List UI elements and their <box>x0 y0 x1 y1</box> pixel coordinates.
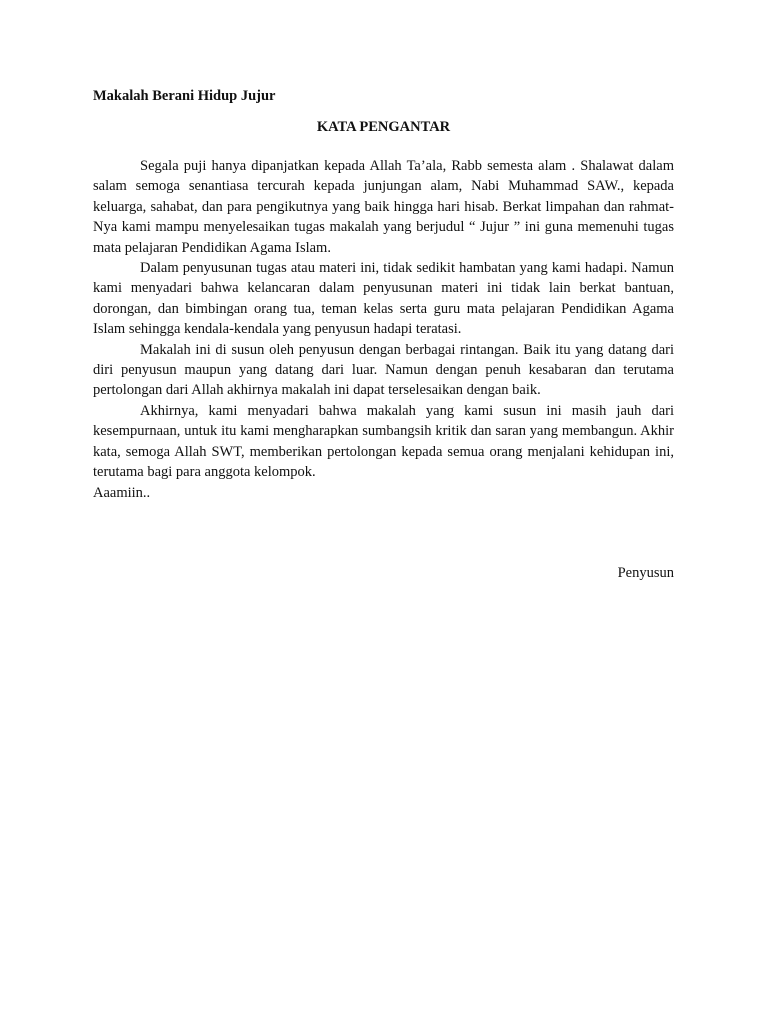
document-page <box>93 86 674 583</box>
document-title: Makalah Berani Hidup Jujur <box>93 88 276 104</box>
paragraph-4: Akhirnya, kami menyadari bahwa makalah yang kami susun ini masih jauh dari kesempurnaan, untuk itu kami mengharapkan sumbangsih kritik dan saran yang membangun. Akhir kata, semoga Allah SWT, memberikan pertolongan kepada semua orang menjalani kehidupan ini, terutama bagi para anggota kelompok. <box>93 402 674 481</box>
signature: Penyusun <box>617 564 674 581</box>
paragraph-1: Segala puji hanya dipanjatkan kepada Allah Ta’ala, Rabb semesta alam . Shalawat dalam salam semoga senantiasa tercurah kepada junjungan alam, Nabi Muhammad SAW., kepada keluarga, sahabat, dan para pengikutnya yang baik hingga hari hisab. Berkat limpahan dan rahmat-Nya kami mampu menyelesaikan tugas makalah yang berjudul “ Jujur ” ini guna memenuhi tugas mata pelajaran Pendidikan Agama Islam. <box>93 158 674 256</box>
section-heading: KATA PENGANTAR <box>316 119 451 135</box>
paragraph-2: Dalam penyusunan tugas atau materi ini, tidak sedikit hambatan yang kami hadapi. Namun kami menyadari bahwa kelancaran dalam penyusunan materi ini tidak lain berkat bantuan, dorongan, dan bimbingan orang tua, teman kelas serta guru mata pelajaran Pendidikan Agama Islam sehingga kendala-kendala yang penyusun hadapi teratasi. <box>93 260 674 338</box>
paragraph-3: Makalah ini di susun oleh penyusun dengan berbagai rintangan. Baik itu yang datang dari diri penyusun maupun yang datang dari luar. Namun dengan penuh kesabaran dan terutama pertolongan dari Allah akhirnya makalah ini dapat terselesaikan dengan baik. <box>93 341 674 399</box>
document-body <box>93 156 674 503</box>
closing-line: Aaamiin.. <box>93 484 151 501</box>
